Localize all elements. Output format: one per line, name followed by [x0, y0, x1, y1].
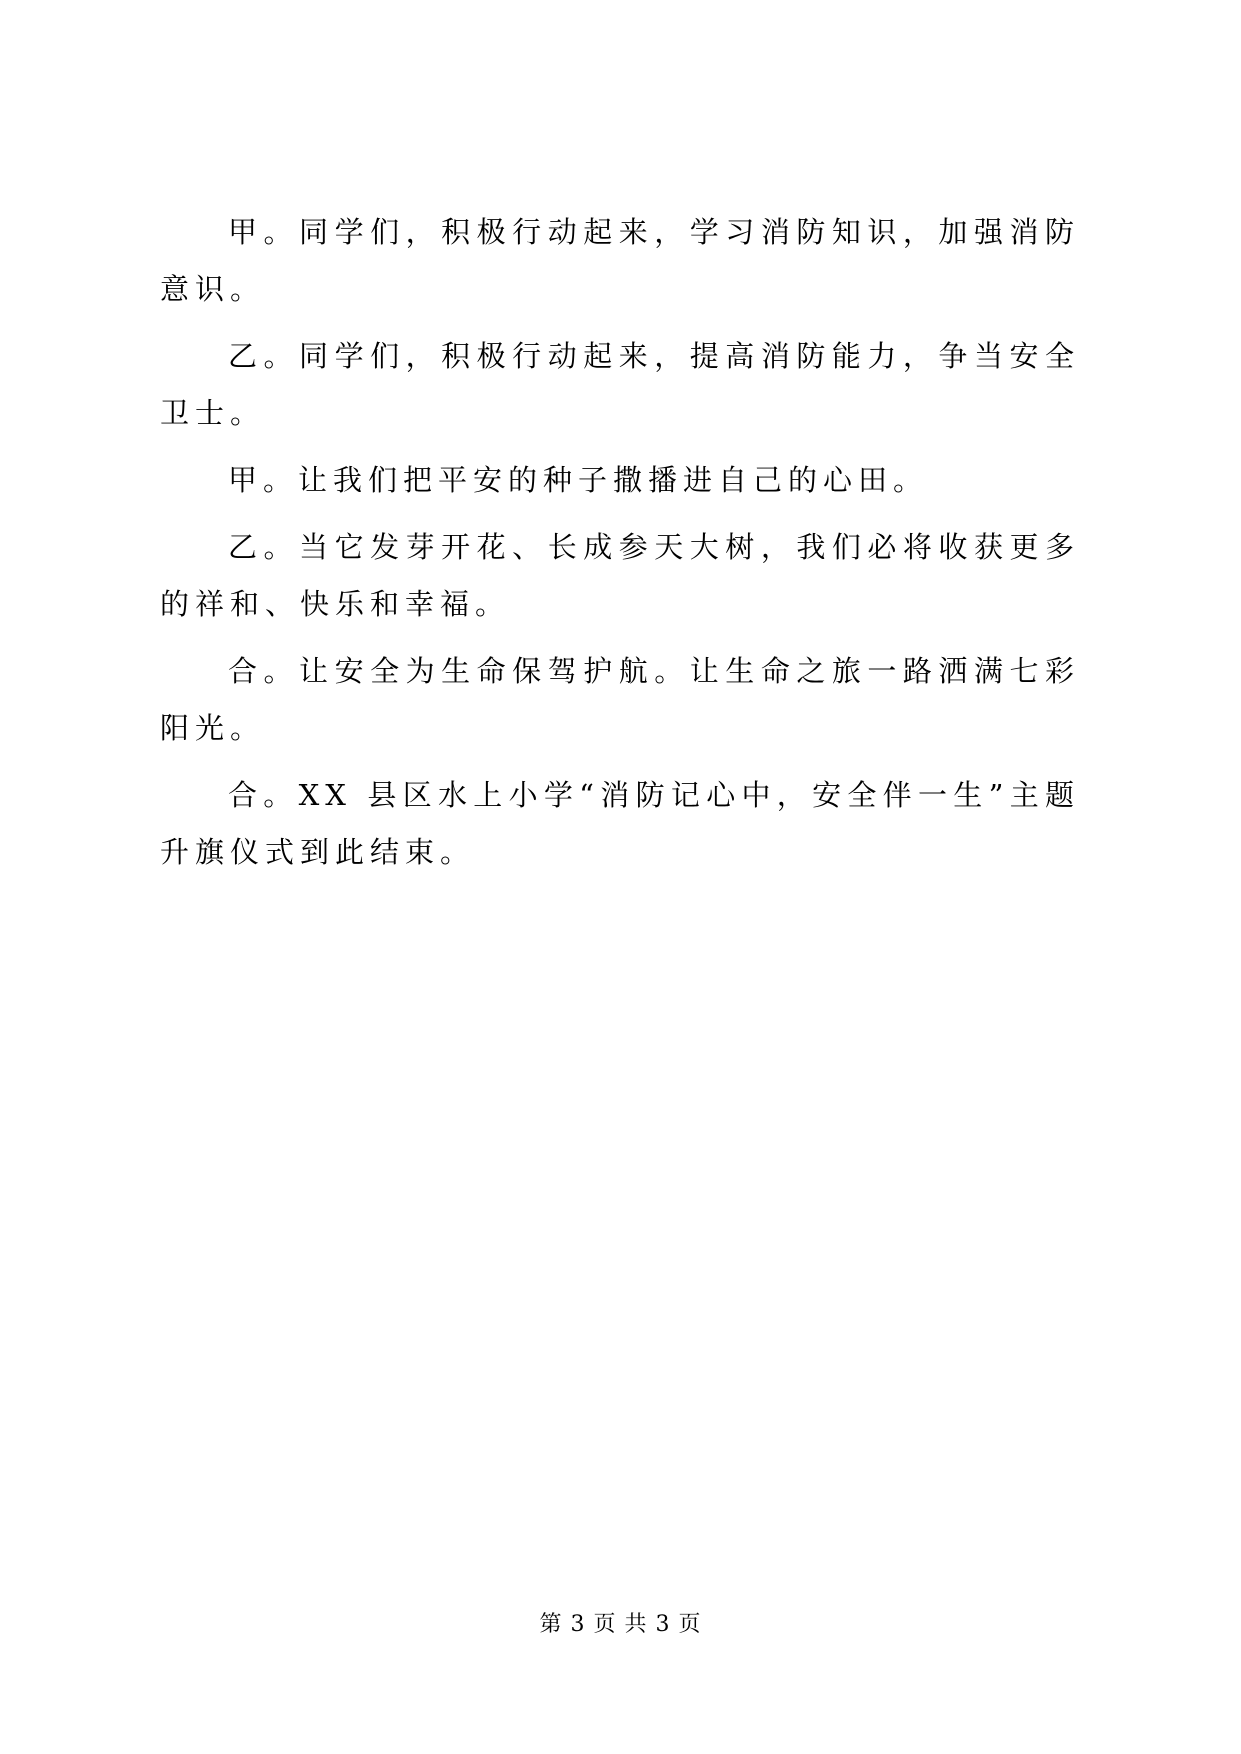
paragraph-1: 甲。同学们，积极行动起来，学习消防知识，加强消防意识。 [160, 215, 1080, 306]
paragraph-6: 合。XX 县区水上小学“消防记心中，安全伴一生”主题升旗仪式到此结束。 [160, 778, 1080, 869]
paragraph-4: 乙。当它发芽开花、长成参天大树，我们必将收获更多的祥和、快乐和幸福。 [160, 530, 1080, 621]
paragraph-2: 乙。同学们，积极行动起来，提高消防能力，争当安全卫士。 [160, 339, 1080, 430]
paragraph-5: 合。让安全为生命保驾护航。让生命之旅一路洒满七彩阳光。 [160, 654, 1080, 745]
document-body [160, 204, 1080, 891]
page-number-footer: 第 3 页 共 3 页 [539, 1612, 702, 1637]
paragraph-3: 甲。让我们把平安的种子撒播进自己的心田。 [228, 463, 929, 497]
